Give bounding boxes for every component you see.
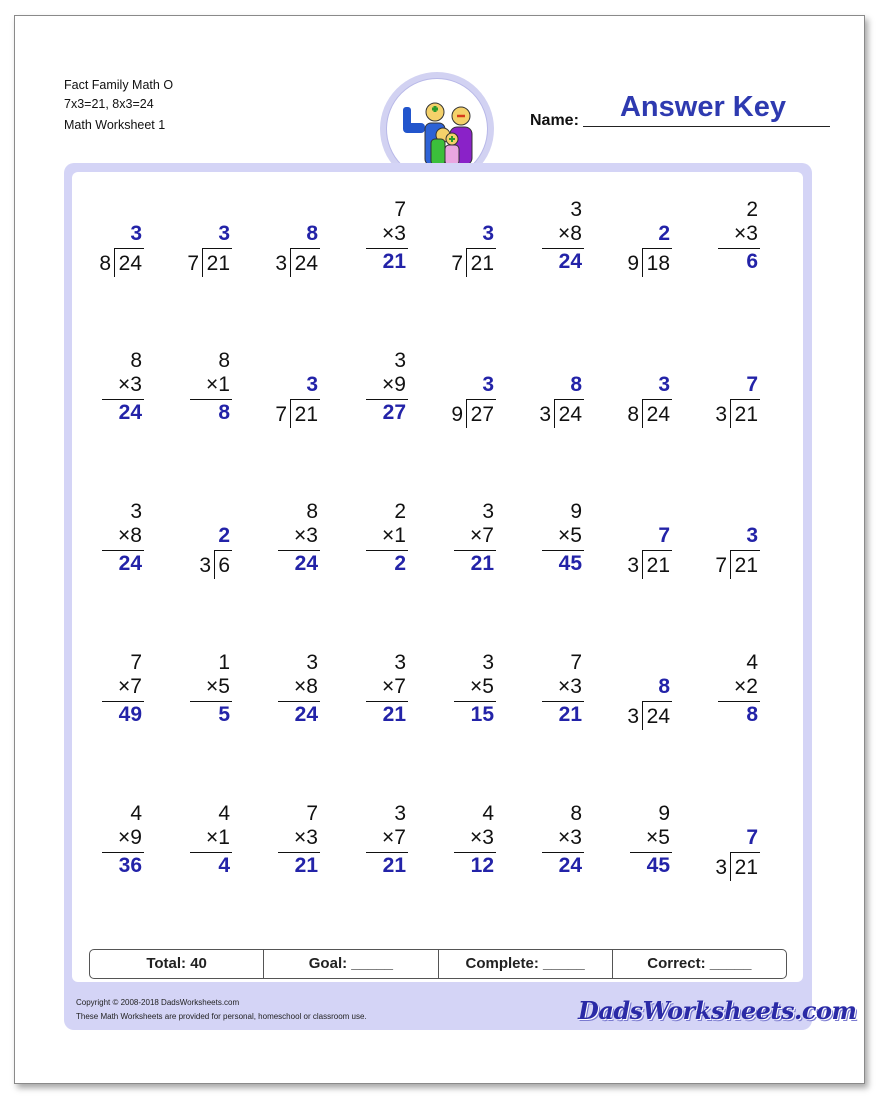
quotient-answer: 3 — [746, 524, 758, 547]
product-line — [278, 701, 320, 702]
division-bracket — [114, 248, 115, 277]
division-problem — [100, 198, 188, 298]
multiplication-problem — [540, 802, 628, 902]
factor-bottom: ×3 — [470, 826, 494, 849]
division-bar — [554, 399, 584, 400]
product-line — [278, 852, 320, 853]
factor-bottom: ×9 — [382, 373, 406, 396]
dividend: 21 — [294, 403, 318, 426]
factor-top: 9 — [658, 802, 670, 825]
factor-top: 4 — [130, 802, 142, 825]
division-bar — [730, 852, 760, 853]
division-problem — [628, 349, 716, 449]
division-bar — [290, 399, 320, 400]
product-line — [542, 248, 584, 249]
division-problem — [452, 349, 540, 449]
factor-top: 3 — [482, 500, 494, 523]
factor-bottom: ×7 — [470, 524, 494, 547]
division-bracket — [730, 852, 731, 881]
factor-top: 3 — [306, 651, 318, 674]
product-answer: 24 — [294, 552, 318, 575]
division-bracket — [290, 399, 291, 428]
factor-top: 3 — [482, 651, 494, 674]
multiplication-problem — [276, 802, 364, 902]
multiplication-problem — [364, 500, 452, 600]
division-problem — [716, 500, 804, 600]
factor-top: 4 — [218, 802, 230, 825]
product-answer: 45 — [558, 552, 582, 575]
product-line — [190, 852, 232, 853]
factor-bottom: ×1 — [206, 826, 230, 849]
multiplication-problem — [716, 651, 804, 751]
product-line — [278, 550, 320, 551]
division-bar — [290, 248, 320, 249]
factor-top: 8 — [130, 349, 142, 372]
multiplication-problem — [188, 802, 276, 902]
factor-top: 2 — [746, 198, 758, 221]
division-bracket — [214, 550, 215, 579]
dividend: 24 — [646, 705, 670, 728]
dividend: 21 — [734, 856, 758, 879]
product-line — [454, 852, 496, 853]
division-bar — [642, 550, 672, 551]
product-line — [102, 399, 144, 400]
divisor: 7 — [451, 252, 463, 275]
division-bar — [642, 248, 672, 249]
brand-logo: DadsWorksheets.com — [578, 996, 857, 1025]
division-problem — [276, 349, 364, 449]
division-problem — [188, 500, 276, 600]
multiplication-problem — [364, 198, 452, 298]
product-answer: 21 — [294, 854, 318, 877]
dividend: 6 — [218, 554, 230, 577]
multiplication-problem — [452, 651, 540, 751]
product-answer: 15 — [470, 703, 494, 726]
quotient-answer: 3 — [306, 373, 318, 396]
factor-bottom: ×1 — [206, 373, 230, 396]
factor-top: 8 — [218, 349, 230, 372]
divisor: 3 — [715, 403, 727, 426]
quotient-answer: 8 — [570, 373, 582, 396]
divisor: 3 — [199, 554, 211, 577]
division-problem — [628, 651, 716, 751]
factor-top: 8 — [570, 802, 582, 825]
product-line — [102, 701, 144, 702]
quotient-answer: 3 — [130, 222, 142, 245]
product-line — [542, 550, 584, 551]
multiplication-problem — [364, 802, 452, 902]
dividend: 21 — [734, 554, 758, 577]
division-problem — [276, 198, 364, 298]
product-answer: 8 — [218, 401, 230, 424]
factor-bottom: ×3 — [118, 373, 142, 396]
product-answer: 24 — [118, 552, 142, 575]
divisor: 8 — [627, 403, 639, 426]
multiplication-problem — [188, 651, 276, 751]
factor-bottom: ×7 — [382, 675, 406, 698]
division-bracket — [730, 399, 731, 428]
division-bracket — [642, 550, 643, 579]
factor-bottom: ×7 — [118, 675, 142, 698]
answer-key-title: Answer Key — [619, 91, 786, 123]
quotient-answer: 3 — [218, 222, 230, 245]
division-bar — [466, 248, 496, 249]
divisor: 7 — [275, 403, 287, 426]
division-bracket — [642, 248, 643, 277]
quotient-answer: 2 — [218, 524, 230, 547]
dividend: 21 — [470, 252, 494, 275]
factor-bottom: ×3 — [558, 675, 582, 698]
multiplication-problem — [716, 198, 804, 298]
division-bracket — [642, 399, 643, 428]
factor-top: 3 — [394, 349, 406, 372]
division-problem — [540, 349, 628, 449]
factor-top: 3 — [394, 651, 406, 674]
factor-bottom: ×9 — [118, 826, 142, 849]
quotient-answer: 8 — [658, 675, 670, 698]
name-line — [583, 126, 830, 127]
product-answer: 27 — [382, 401, 406, 424]
product-line — [366, 701, 408, 702]
header-facts: 7x3=21, 8x3=24 — [64, 97, 154, 111]
product-answer: 36 — [118, 854, 142, 877]
division-problem — [628, 500, 716, 600]
factor-top: 7 — [130, 651, 142, 674]
product-answer: 24 — [294, 703, 318, 726]
quotient-answer: 7 — [746, 826, 758, 849]
product-answer: 5 — [218, 703, 230, 726]
division-bar — [730, 399, 760, 400]
factor-top: 9 — [570, 500, 582, 523]
score-box — [89, 949, 787, 979]
factor-bottom: ×7 — [382, 826, 406, 849]
multiplication-problem — [540, 198, 628, 298]
factor-bottom: ×3 — [558, 826, 582, 849]
division-bracket — [202, 248, 203, 277]
product-answer: 24 — [118, 401, 142, 424]
product-answer: 21 — [382, 703, 406, 726]
multiplication-problem — [452, 802, 540, 902]
factor-bottom: ×8 — [118, 524, 142, 547]
correct-field: Correct: _____ — [647, 955, 752, 972]
product-answer: 49 — [118, 703, 142, 726]
division-bar — [642, 701, 672, 702]
divisor: 3 — [715, 856, 727, 879]
header-title: Fact Family Math O — [64, 78, 174, 92]
product-line — [366, 399, 408, 400]
factor-top: 7 — [394, 198, 406, 221]
division-bracket — [554, 399, 555, 428]
multiplication-problem — [100, 500, 188, 600]
product-line — [542, 852, 584, 853]
product-answer: 12 — [470, 854, 494, 877]
product-line — [102, 550, 144, 551]
divisor: 3 — [539, 403, 551, 426]
factor-bottom: ×3 — [734, 222, 758, 245]
division-problem — [716, 802, 804, 902]
product-line — [102, 852, 144, 853]
copyright-text: Copyright © 2008-2018 DadsWorksheets.com — [76, 998, 240, 1007]
divisor: 9 — [451, 403, 463, 426]
factor-top: 1 — [218, 651, 230, 674]
multiplication-problem — [276, 500, 364, 600]
factor-top: 2 — [394, 500, 406, 523]
name-label: Name: — [530, 112, 579, 129]
multiplication-problem — [628, 802, 716, 902]
factor-top: 7 — [306, 802, 318, 825]
product-line — [366, 550, 408, 551]
multiplication-problem — [540, 500, 628, 600]
goal-field: Goal: _____ — [264, 950, 438, 978]
factor-bottom: ×3 — [294, 524, 318, 547]
division-bar — [202, 248, 232, 249]
division-bracket — [466, 399, 467, 428]
multiplication-problem — [364, 349, 452, 449]
quotient-answer: 3 — [482, 222, 494, 245]
quotient-answer: 3 — [482, 373, 494, 396]
factor-bottom: ×3 — [382, 222, 406, 245]
division-bracket — [466, 248, 467, 277]
factor-top: 3 — [394, 802, 406, 825]
dividend: 24 — [558, 403, 582, 426]
product-line — [542, 701, 584, 702]
product-line — [190, 701, 232, 702]
factor-bottom: ×5 — [646, 826, 670, 849]
product-answer: 24 — [558, 854, 582, 877]
multiplication-problem — [100, 802, 188, 902]
multiplication-problem — [452, 500, 540, 600]
dividend: 18 — [646, 252, 670, 275]
dividend: 21 — [734, 403, 758, 426]
divisor: 3 — [627, 554, 639, 577]
factor-top: 4 — [482, 802, 494, 825]
division-bar — [642, 399, 672, 400]
multiplication-problem — [540, 651, 628, 751]
divisor: 8 — [99, 252, 111, 275]
division-bracket — [642, 701, 643, 730]
division-bar — [214, 550, 232, 551]
product-answer: 21 — [382, 250, 406, 273]
product-answer: 8 — [746, 703, 758, 726]
factor-top: 7 — [570, 651, 582, 674]
factor-bottom: ×5 — [470, 675, 494, 698]
factor-top: 8 — [306, 500, 318, 523]
product-line — [630, 852, 672, 853]
division-bracket — [290, 248, 291, 277]
division-problem — [628, 198, 716, 298]
quotient-answer: 7 — [658, 524, 670, 547]
product-line — [718, 248, 760, 249]
factor-bottom: ×8 — [294, 675, 318, 698]
product-line — [366, 852, 408, 853]
dividend: 27 — [470, 403, 494, 426]
dividend: 24 — [646, 403, 670, 426]
quotient-answer: 7 — [746, 373, 758, 396]
product-answer: 6 — [746, 250, 758, 273]
total-field: Total: 40 — [90, 950, 264, 978]
factor-bottom: ×5 — [206, 675, 230, 698]
product-answer: 45 — [646, 854, 670, 877]
dividend: 21 — [646, 554, 670, 577]
factor-bottom: ×3 — [294, 826, 318, 849]
divisor: 3 — [627, 705, 639, 728]
divisor: 3 — [275, 252, 287, 275]
quotient-answer: 8 — [306, 222, 318, 245]
product-answer: 21 — [470, 552, 494, 575]
product-answer: 4 — [218, 854, 230, 877]
quotient-answer: 3 — [658, 373, 670, 396]
product-answer: 2 — [394, 552, 406, 575]
dividend: 24 — [294, 252, 318, 275]
product-line — [454, 550, 496, 551]
header-subtitle: Math Worksheet 1 — [64, 118, 166, 132]
multiplication-problem — [364, 651, 452, 751]
dividend: 24 — [118, 252, 142, 275]
division-bar — [114, 248, 144, 249]
division-bar — [730, 550, 760, 551]
complete-field: Complete: _____ — [439, 950, 613, 978]
product-answer: 21 — [558, 703, 582, 726]
factor-bottom: ×1 — [382, 524, 406, 547]
divisor: 7 — [715, 554, 727, 577]
divisor: 9 — [627, 252, 639, 275]
product-line — [454, 701, 496, 702]
product-answer: 24 — [558, 250, 582, 273]
factor-top: 4 — [746, 651, 758, 674]
factor-bottom: ×2 — [734, 675, 758, 698]
division-problem — [716, 349, 804, 449]
product-line — [718, 701, 760, 702]
product-line — [190, 399, 232, 400]
factor-top: 3 — [570, 198, 582, 221]
factor-bottom: ×5 — [558, 524, 582, 547]
multiplication-problem — [100, 651, 188, 751]
dividend: 21 — [206, 252, 230, 275]
multiplication-problem — [188, 349, 276, 449]
multiplication-problem — [276, 651, 364, 751]
divisor: 7 — [187, 252, 199, 275]
product-answer: 21 — [382, 854, 406, 877]
product-line — [366, 248, 408, 249]
division-problem — [188, 198, 276, 298]
division-bracket — [730, 550, 731, 579]
usage-notice: These Math Worksheets are provided for personal, homeschool or classroom use. — [76, 1012, 367, 1021]
quotient-answer: 2 — [658, 222, 670, 245]
division-problem — [452, 198, 540, 298]
factor-bottom: ×8 — [558, 222, 582, 245]
factor-top: 3 — [130, 500, 142, 523]
multiplication-problem — [100, 349, 188, 449]
division-bar — [466, 399, 496, 400]
